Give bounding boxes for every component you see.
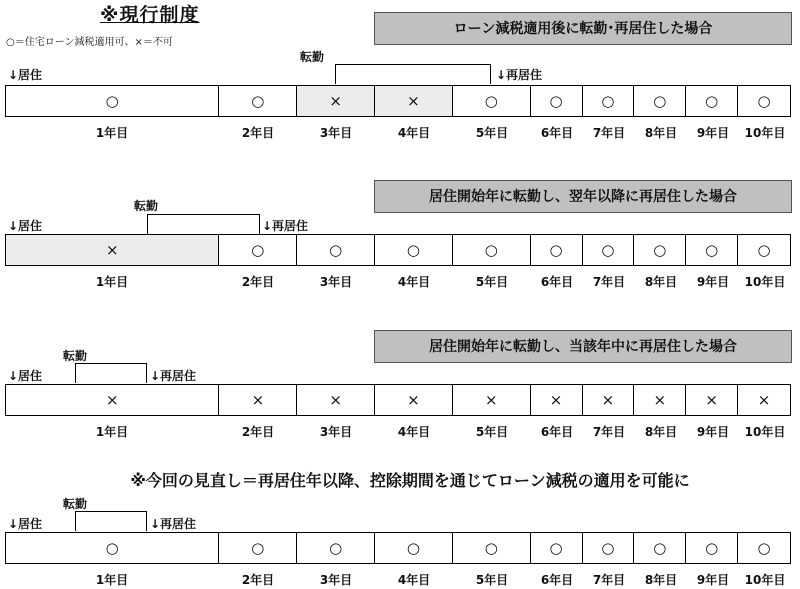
year-cell: × [375,385,453,415]
scenario-1-timeline [5,85,791,117]
year-label: 1年目 [95,275,129,289]
scenario-2-relive-label: ↓再居住 [262,219,309,233]
year-cell: × [757,391,771,409]
year-label: 9年目 [696,425,730,439]
scenario-1-banner: ローン減税適用後に転勤･再居住した場合 [374,12,792,45]
year-cell: ○ [686,235,738,265]
year-label: 5年目 [475,275,509,289]
scenario-3-transfer-bracket [75,363,147,383]
year-cell: × [219,385,297,415]
year-label: 10年目 [744,425,786,439]
year-label: 8年目 [644,126,678,140]
year-cell: × [453,385,531,415]
year-cell: ○ [453,533,531,563]
year-label: 7年目 [592,425,626,439]
year-cell: × [531,385,583,415]
year-label: 1年目 [95,425,129,439]
year-cell: ○ [757,92,771,110]
year-cell: ○ [757,539,771,557]
year-label: 3年目 [319,275,353,289]
year-cell: × [297,385,375,415]
scenario-3-timeline [5,384,791,416]
year-label: 9年目 [696,126,730,140]
scenario-1-years [5,124,791,141]
year-cell: ○ [634,235,686,265]
year-cell: ○ [297,533,375,563]
year-cell: ○ [686,86,738,116]
page-title: ※現行制度 [100,4,200,26]
year-label: 7年目 [592,126,626,140]
scenario-2-transfer-label: 転勤 [134,199,159,213]
year-cell: ○ [531,86,583,116]
year-label: 6年目 [540,425,574,439]
year-label: 6年目 [540,573,574,587]
scenario-1-live-label: ↓居住 [8,68,43,82]
year-cell: ○ [6,86,219,116]
year-label: 1年目 [95,573,129,587]
year-cell: ○ [634,533,686,563]
year-label: 7年目 [592,573,626,587]
year-cell: ○ [375,533,453,563]
year-label: 3年目 [319,425,353,439]
scenario-2-banner: 居住開始年に転勤し、翌年以降に再居住した場合 [374,180,792,213]
scenario-4-transfer-bracket [75,511,147,531]
year-label: 4年目 [397,126,431,140]
year-cell: ○ [219,86,297,116]
year-label: 2年目 [241,275,275,289]
year-label: 10年目 [744,275,786,289]
year-cell: × [6,235,219,265]
year-label: 6年目 [540,126,574,140]
year-label: 5年目 [475,126,509,140]
year-label: 4年目 [397,573,431,587]
year-label: 9年目 [696,573,730,587]
scenario-1-transfer-bracket [335,64,491,84]
year-cell: ○ [531,533,583,563]
scenario-1-transfer-label: 転勤 [300,50,325,64]
year-cell: ○ [453,235,531,265]
scenario-1-relive-label: ↓再居住 [496,68,543,82]
scenario-2-years [5,273,791,290]
year-label: 10年目 [744,573,786,587]
year-cell: ○ [6,533,219,563]
year-cell: × [686,385,738,415]
scenario-3-banner: 居住開始年に転勤し、当該年中に再居住した場合 [374,330,792,363]
year-cell: ○ [375,235,453,265]
scenario-2-timeline [5,234,791,266]
scenario-2-live-label: ↓居住 [8,219,43,233]
year-label: 10年目 [744,126,786,140]
year-label: 8年目 [644,275,678,289]
year-cell: ○ [219,235,297,265]
year-label: 1年目 [95,126,129,140]
year-cell: ○ [453,86,531,116]
year-cell: ○ [583,533,635,563]
scenario-4-relive-label: ↓再居住 [150,517,197,531]
scenario-4-transfer-label: 転勤 [63,497,88,511]
year-label: 3年目 [319,126,353,140]
year-cell: × [6,385,219,415]
year-label: 3年目 [319,573,353,587]
year-cell: ○ [297,235,375,265]
year-label: 8年目 [644,573,678,587]
year-label: 2年目 [241,425,275,439]
scenario-3-live-label: ↓居住 [8,369,43,383]
year-label: 9年目 [696,275,730,289]
year-cell: × [375,86,453,116]
year-label: 4年目 [397,425,431,439]
year-cell: × [583,385,635,415]
year-cell: × [297,86,375,116]
year-cell: ○ [219,533,297,563]
scenario-2-transfer-bracket [147,214,260,234]
year-label: 2年目 [241,573,275,587]
year-cell: ○ [634,86,686,116]
legend-text: ○＝住宅ローン減税適用可、×＝不可 [6,37,173,48]
scenario-4-live-label: ↓居住 [8,517,43,531]
year-label: 7年目 [592,275,626,289]
year-cell: ○ [583,235,635,265]
scenario-3-transfer-label: 転勤 [63,349,88,363]
scenario-3-relive-label: ↓再居住 [150,369,197,383]
scenario-4-years [5,571,791,588]
year-cell: ○ [531,235,583,265]
year-label: 4年目 [397,275,431,289]
scenario-4-timeline [5,532,791,564]
scenario-3-years [5,423,791,440]
year-label: 5年目 [475,425,509,439]
review-heading: ※今回の見直し＝再居住年以降、控除期間を通じてローン減税の適用を可能に [130,471,690,490]
year-label: 5年目 [475,573,509,587]
year-label: 8年目 [644,425,678,439]
year-cell: × [634,385,686,415]
year-cell: ○ [686,533,738,563]
year-cell: ○ [757,241,771,259]
year-label: 6年目 [540,275,574,289]
year-label: 2年目 [241,126,275,140]
year-cell: ○ [583,86,635,116]
